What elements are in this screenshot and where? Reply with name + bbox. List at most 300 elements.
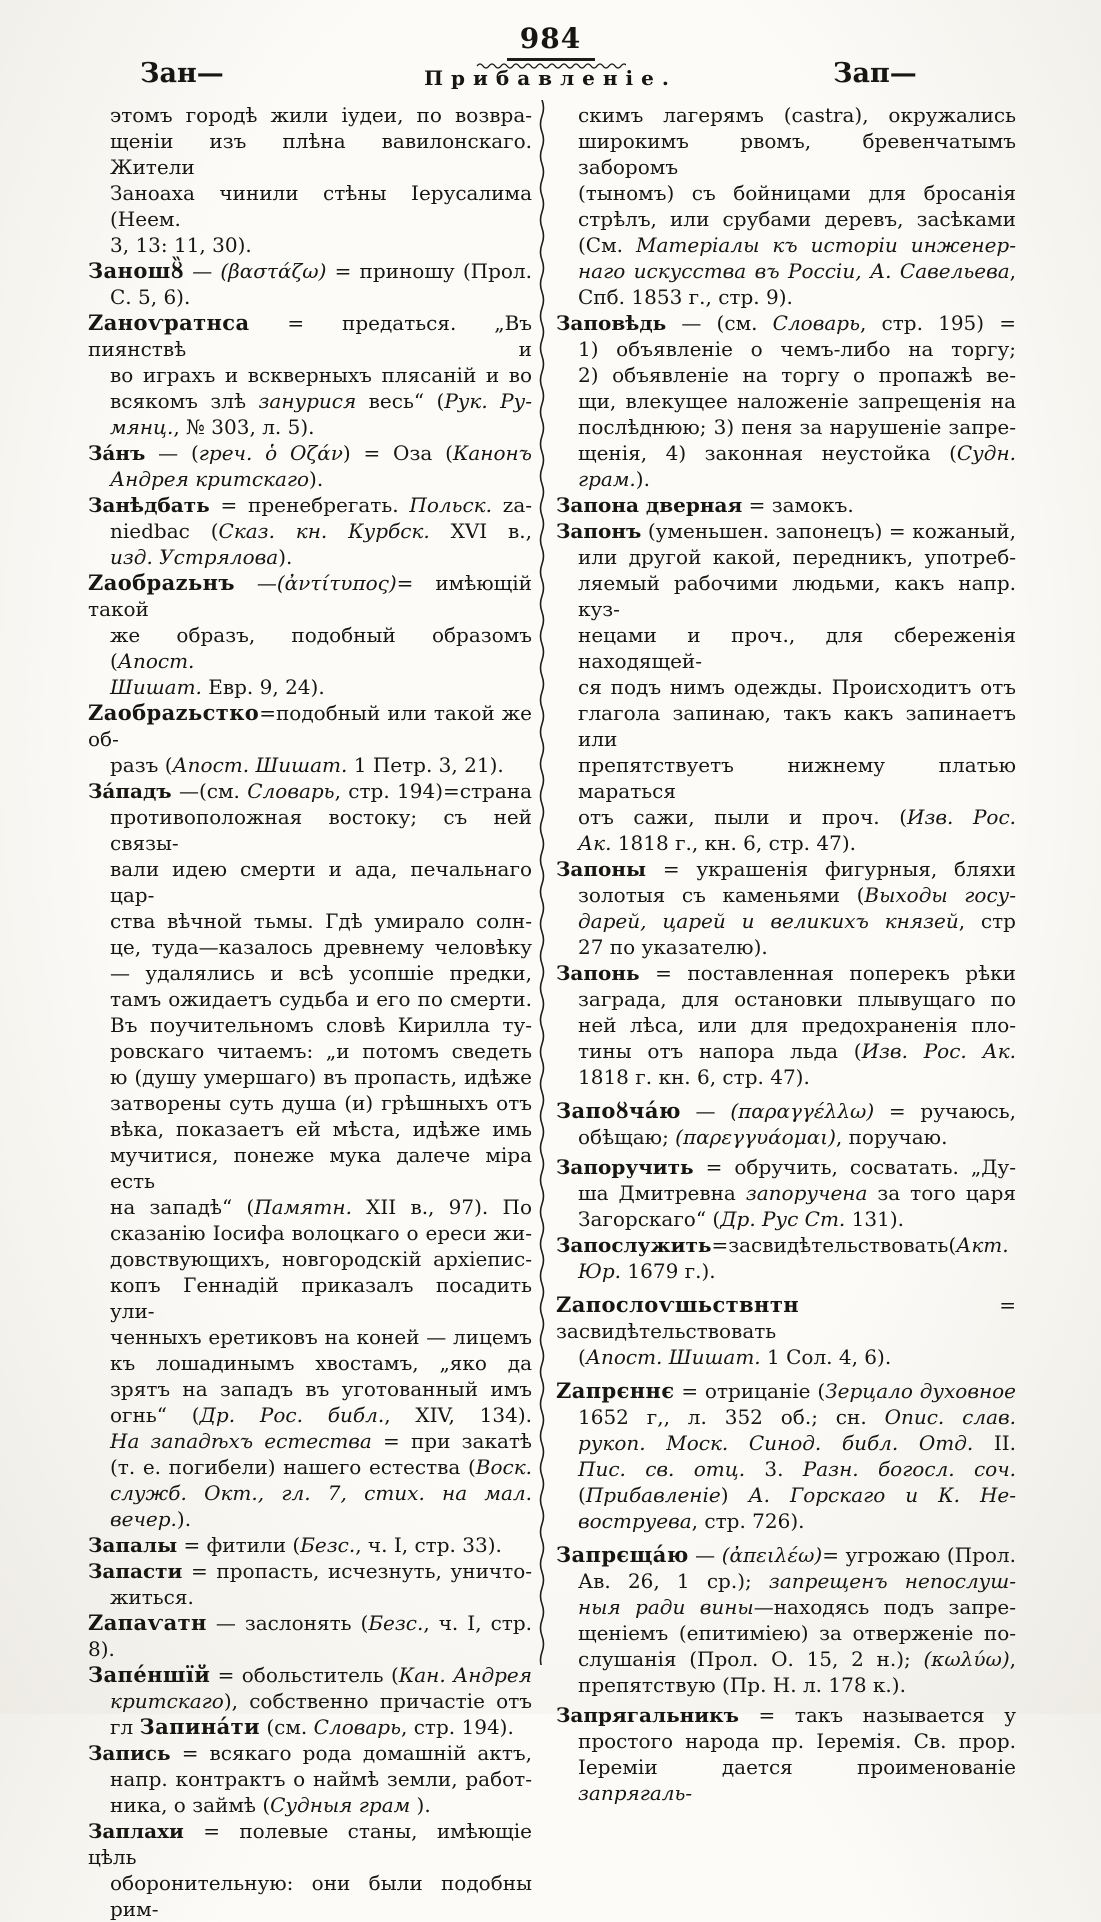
text-segment: мянц. [110,415,174,439]
text-segment: ). [278,545,293,569]
text-segment: Прибавленіе [585,1483,721,1507]
text-segment: скимъ лагерямъ (castra), окружались [578,103,1016,127]
headword: Занѣдбать [88,493,210,517]
text-segment: , стр. 194). [401,1715,514,1739]
entry-line [88,388,532,414]
text-segment: весь“ ( [356,389,445,413]
dictionary-entry [88,1818,532,1922]
headword: Zапаѵатн [88,1610,207,1635]
text-segment: ника, о займѣ ( [110,1793,271,1817]
text-segment: (παραγγέλλω) [730,1099,875,1123]
text-segment: Словарь [772,311,860,335]
text-segment: обѣщаю; [578,1125,676,1149]
text-segment: огнь“ ( [110,1403,200,1427]
text-segment: Апост. Шишат. [585,1345,761,1369]
text-segment: Судн. [956,441,1016,465]
headword: Zаобраzьстко [88,700,260,725]
headword: Запослужить [556,1233,712,1257]
text-segment: (ἀντίτυπος) [276,571,397,595]
dictionary-entry [88,778,532,1532]
headword: Заношȣ̏ [88,258,185,283]
title-rule [507,58,595,61]
entry-line [88,622,532,674]
entry-line [88,1688,532,1714]
entry-line [88,1038,532,1064]
headword: Заповѣдь [556,311,667,335]
entry-line [88,1818,532,1870]
dictionary-entry [88,440,532,492]
text-segment: Акт. [956,1233,1009,1257]
text-segment: = имѣющій такой [88,571,533,621]
entry-line [88,258,532,284]
text-segment: заграда, для остановки плывущаго по [578,987,1016,1011]
entry-line [88,1324,532,1350]
text-segment: Др. Рос. библ. [199,1403,385,1427]
text-segment: — [234,571,277,595]
entry-line [88,856,532,908]
text-segment: ὁ Οζάν [265,441,343,465]
text-segment: запоручена [745,1181,868,1205]
dictionary-entry [88,258,532,310]
text-segment: ныя ради вины [578,1595,754,1619]
dictionary-entry [556,1098,1016,1150]
text-segment: широкимъ рвомъ, бревенчатымъ заборомъ [578,129,1016,179]
entry-line [556,1482,1016,1508]
text-segment: — [688,1543,722,1567]
entry-line [556,1702,1016,1728]
text-segment: ) [720,1483,749,1507]
text-segment: Изв. Рос. [907,805,1016,829]
text-segment: ю (душу умершаго) въ пропасть, идѣже [110,1065,532,1089]
entry-line [88,414,532,440]
text-segment: (т. е. погибели) нашего естества ( [110,1455,476,1479]
text-segment: = такъ называется у [738,1703,1016,1727]
text-segment: = всякаго рода домашній актъ, [170,1741,532,1765]
text-segment [252,441,265,465]
text-segment: всякомъ злѣ [110,389,259,413]
text-segment: Кан. Андрея [398,1663,532,1687]
text-segment: критскаго [110,1689,224,1713]
headword: Запоны [556,857,647,881]
text-segment: Словарь [247,779,335,803]
entry-line [556,908,1016,934]
text-segment: = засвидѣтельствовать [556,1293,1016,1343]
entry-line [556,258,1016,284]
headword: Zапрєннє [556,1378,675,1403]
headword: За́падъ [88,779,172,803]
dictionary-entry [88,492,532,570]
text-segment: ша Дмитревна [578,1181,746,1205]
headword: Zапослоѵшьствнтн [556,1292,799,1317]
text-segment: напр. контрактъ о наймѣ земли, работ- [110,1767,532,1791]
entry-line [556,960,1016,986]
entry-line [556,1672,1016,1698]
text-segment: Разн. богосл. соч. [802,1457,1016,1481]
text-segment: 1 Сол. 4, 6). [760,1345,892,1369]
text-segment: ровскаго читаемъ: „и потомъ сведеть [110,1039,532,1063]
entry-line [556,1180,1016,1206]
text-segment: Судныя грам [270,1793,411,1817]
text-segment: 1) объявленіе о чемъ-либо на торгу; [578,337,1016,361]
entry-line [556,986,1016,1012]
text-segment: препятствуетъ нижнему платью мараться [578,753,1016,803]
entry-line [88,1220,532,1246]
text-segment: греч. [198,441,253,465]
text-segment: простого народа пр. Іеремія. Св. прор. [578,1729,1016,1753]
dictionary-entry [88,102,532,258]
text-segment: житься. [110,1585,194,1609]
text-segment: — ( [145,441,199,465]
text-segment: XVI в., [429,519,532,543]
entry-line [88,1792,532,1818]
entry-line [556,388,1016,414]
entry-line [556,1258,1016,1284]
entry-line [556,1456,1016,1482]
text-segment: щенія, 4) законная неустойка ( [578,441,957,465]
entry-line [556,492,1016,518]
entry-line [88,1558,532,1584]
headword: Запись [88,1741,171,1765]
text-segment: = ручаюсь, [874,1099,1016,1123]
text-segment: щи, влекущее наложеніе запрещенія на [578,389,1016,413]
text-segment: = приношу (Прол. [326,259,532,283]
text-segment: Изв. Рос. Ак. [861,1039,1016,1063]
entry-line [88,1506,532,1532]
entry-line [556,1098,1016,1124]
text-segment: тамъ ожидаетъ судьба и его по смерти. [110,987,532,1011]
entry-line [88,804,532,856]
headword: Запрєща́ю [556,1542,689,1567]
entry-line [556,440,1016,466]
entry-line [88,1610,532,1662]
entry-line [556,1728,1016,1754]
entry-line [88,1194,532,1220]
entry-line [556,206,1016,232]
text-segment: наго искусства въ Россіи, А. Савельева [578,259,1010,283]
dictionary-entry [556,310,1016,492]
entry-line [556,1064,1016,1090]
text-segment: отъ сажи, пыли и проч. ( [578,805,908,829]
text-segment: Зерцало духовное [825,1379,1017,1403]
headword: Запона дверная [556,493,743,517]
entry-line [556,752,1016,804]
entry-line [88,908,532,934]
entry-line [88,180,532,232]
entry-line [556,1646,1016,1672]
dictionary-entry [556,1702,1016,1806]
text-segment: или другой какой, передникъ, употреб- [578,545,1016,569]
text-segment: сказанію Іосифа волоцкаго о ереси жи- [110,1221,532,1245]
entry-line [556,1154,1016,1180]
text-segment: Пис. св. отц. [578,1457,746,1481]
text-segment: запрягаль- [578,1781,693,1805]
entry-line [556,700,1016,752]
text-segment: 1679 г.). [621,1259,716,1283]
text-segment: (βαστάζω) [220,259,327,283]
entry-line [556,856,1016,882]
text-segment: золотыя съ каменьями ( [578,883,865,907]
entry-line [88,1740,532,1766]
headword: Запонъ [556,519,642,543]
text-segment: Опис. слав. [884,1405,1016,1429]
text-segment: 3. [745,1457,803,1481]
entry-line [88,310,532,362]
entry-line [88,1766,532,1792]
entry-line [556,414,1016,440]
text-segment: ). [410,1793,431,1817]
entry-line [556,232,1016,258]
entry-line [88,1246,532,1272]
text-segment: Загорскаго“ ( [578,1207,721,1231]
text-segment: рукоп. Моск. Синод. библ. Отд. [578,1431,974,1455]
entry-line [88,778,532,804]
text-segment: = украшенія фигурныя, бляхи [646,857,1016,881]
dictionary-entry [88,1532,532,1558]
text-segment: ней лѣса, или для предохраненія пло- [578,1013,1016,1037]
entry-line [556,1754,1016,1806]
entry-line [88,1532,532,1558]
text-segment: = пренебрегать. [209,493,410,517]
text-segment: Воск. [475,1455,532,1479]
text-segment: вали идею смерти и ада, печальнаго цар- [110,857,532,907]
text-segment: На западѣхъ естества [110,1429,372,1453]
entry-line [556,1232,1016,1258]
text-segment: (тыномъ) съ бойницами для бросанія [578,181,1016,205]
text-segment: 1818 г., кн. 6, стр. 47). [611,831,856,855]
entry-line [88,1090,532,1116]
entry-line [88,466,532,492]
text-segment: дарей, царей и великихъ князей [578,909,959,933]
headword: Запина́ти [139,1714,261,1739]
text-segment: запрещенъ непослуш- [768,1569,1016,1593]
entry-line [88,232,532,258]
entry-line [88,934,532,960]
headword: Запасти [88,1559,183,1583]
text-segment: разъ ( [110,753,173,777]
headword: Запонь [556,961,640,985]
text-segment: Ав. 26, 1 ср.); [578,1569,769,1593]
text-segment: = отрицаніе ( [674,1379,826,1403]
entry-line [556,570,1016,622]
text-segment: , стр. 726). [691,1509,805,1533]
entry-line [556,1568,1016,1594]
text-segment: , поручаю. [835,1125,948,1149]
text-segment: XII в., 97). По [351,1195,532,1219]
entry-line [556,128,1016,180]
entry-line [88,284,532,310]
dictionary-entry [556,518,1016,856]
entry-line [88,128,532,180]
entry-line [556,804,1016,830]
entry-line [88,1350,532,1376]
entry-line [556,310,1016,336]
text-segment: щеніемъ (епитиміею) за отверженіе по- [578,1621,1016,1645]
text-segment: 1652 г,, л. 352 об.; сн. [578,1405,885,1429]
headword: За́нъ [88,441,146,465]
text-segment: 1 Петр. 3, 21). [347,753,504,777]
entry-line [556,102,1016,128]
text-segment: = полевые станы, имѣющіе цѣль [88,1819,532,1869]
entry-line [556,362,1016,388]
text-segment: — (см. [666,311,773,335]
dictionary-entry [556,960,1016,1090]
text-segment: С. 5, 6). [110,285,191,309]
text-segment: — заслонять ( [206,1611,369,1635]
entry-line [556,1508,1016,1534]
entry-line [88,1662,532,1688]
entry-line [88,1376,532,1402]
text-segment: Апост. [117,649,195,673]
text-segment: , стр. 194)=страна [334,779,532,803]
text-segment: изд. Устрялова [110,545,279,569]
text-segment: занурися [258,389,357,413]
text-segment: гл [110,1715,140,1739]
text-segment: це, туда—казалось древнему человѣку [110,935,532,959]
text-segment: глагола запинаю, такъ какъ запинаетъ или [578,701,1016,751]
entry-line [88,1402,532,1428]
dictionary-entry [88,700,532,778]
headword: Запоручить [556,1155,694,1179]
text-segment: , № 303, л. 5). [173,415,315,439]
text-segment: къ лошадинымъ хвостамъ, „яко да [110,1351,532,1375]
text-segment: Въ поучительномъ словѣ Кирилла ту- [110,1013,532,1037]
text-segment: (См. [578,233,637,257]
column-divider-rule [536,100,548,1665]
text-segment: ), собственно причастіе отъ [223,1689,532,1713]
text-segment: Спб. 1853 г., стр. 9). [578,285,793,309]
entry-line [88,518,532,544]
text-segment: = предаться. „Въ пиянствѣ и [88,311,532,361]
entry-line [556,1292,1016,1344]
entry-line [556,180,1016,206]
text-segment: во играхъ и вскверныхъ плясаній и во [110,363,532,387]
text-segment: (см. [260,1715,314,1739]
dictionary-entry [556,856,1016,960]
entry-line [556,1012,1016,1038]
entry-line [88,960,532,986]
text-segment: стрѣлъ, или срубами деревъ, засѣками [578,207,1016,231]
entry-line [556,518,1016,544]
text-segment: za- [491,493,533,517]
entry-line [556,674,1016,700]
entry-line [88,544,532,570]
entry-line [556,1594,1016,1620]
text-segment: (уменьшен. запонецъ) = кожаный, [641,519,1016,543]
entry-line [556,1344,1016,1370]
text-segment: ся подъ нимъ одежды. Происходитъ отъ [578,675,1016,699]
text-segment: ченныхъ еретиковъ на коней — лицемъ [110,1325,532,1349]
entry-line [88,674,532,700]
headword: Запалы [88,1533,178,1557]
entry-line [88,1480,532,1506]
entry-line [556,1404,1016,1430]
text-segment: = обольститель ( [210,1663,399,1687]
text-segment: Словарь [313,1715,401,1739]
text-segment: = угрожаю (Прол. [822,1543,1016,1567]
entry-line [556,1206,1016,1232]
text-segment: ) = Оза ( [342,441,453,465]
text-segment: 3, 13: 11, 30). [110,233,252,257]
text-segment: слушанія (Прол. О. 15, 2 н.); [578,1647,924,1671]
text-segment: , ч. I, стр. 8). [88,1611,532,1661]
entry-line [556,882,1016,908]
dictionary-entry [556,102,1016,310]
entry-line [556,1620,1016,1646]
text-segment: ( [578,1345,586,1369]
text-segment: , [1009,1647,1016,1671]
headword: Zаобраzьнъ [88,570,235,595]
dictionary-entry [556,1292,1016,1370]
text-segment: препятствую (Пр. Н. л. 178 к.). [578,1673,906,1697]
entry-line [88,1870,532,1922]
headword: Запрягальникъ [556,1703,739,1727]
text-segment: 131). [845,1207,904,1231]
entry-line [556,1542,1016,1568]
entry-line [88,1714,532,1740]
entry-line [556,622,1016,674]
entry-line [88,102,532,128]
text-segment: — [184,259,221,283]
entry-line [88,362,532,388]
entry-line [556,466,1016,492]
text-segment: ). [309,467,324,491]
dictionary-entry [88,1740,532,1818]
text-segment: служб. Окт., гл. 7, стих. на мал. [110,1481,532,1505]
dictionary-entry [88,1662,532,1740]
running-head-left: Зан— [140,58,224,89]
text-segment: = замокъ. [742,493,854,517]
text-segment: этомъ городѣ жили іудеи, по возвра- [110,103,532,127]
text-segment: тины отъ напора льда ( [578,1039,862,1063]
text-segment: =засвидѣтельствовать( [711,1233,957,1257]
entry-line [88,700,532,752]
text-segment: = при закатѣ [371,1429,532,1453]
text-segment: Евр. 9, 24). [201,675,325,699]
entry-line [556,1430,1016,1456]
text-segment: щеніи изъ плѣна вавилонскаго. Жители [110,129,532,179]
text-segment: послѣднюю; 3) пеня за нарушеніе запре- [578,415,1016,439]
text-segment: Памятн. [254,1195,352,1219]
entry-line [556,934,1016,960]
entry-line [88,1064,532,1090]
text-segment: (ἀπειλέω) [721,1543,823,1567]
dictionary-entry [556,1378,1016,1534]
text-segment: Польск. [409,493,492,517]
entry-line [88,440,532,466]
text-segment: оборонительную: они были подобны рим- [110,1871,532,1921]
entry-line [88,1012,532,1038]
entry-line [556,1038,1016,1064]
right-column [556,102,1016,1806]
text-segment: нецами и проч., для сбереженія находящей- [578,623,1016,673]
text-segment: противоположная востоку; съ ней связы- [110,805,532,855]
entry-line [88,1454,532,1480]
text-segment: мучитися, понеже мука далече міра есть [110,1143,532,1193]
text-segment: довствующихъ, новгородскій архіепис- [110,1247,532,1271]
text-segment: вечер. [110,1507,177,1531]
headword: Zаноѵратнса [88,310,250,335]
entry-line [556,336,1016,362]
text-segment: II. [973,1431,1017,1455]
text-segment: , стр [958,909,1016,933]
dictionary-entry [88,1610,532,1662]
text-segment: =подобный или такой же об- [88,701,532,751]
left-column [88,102,532,1922]
text-segment: грам. [578,467,636,491]
text-segment: = фитили ( [177,1533,301,1557]
dictionary-entry [88,570,532,700]
dictionary-entry [556,1154,1016,1232]
